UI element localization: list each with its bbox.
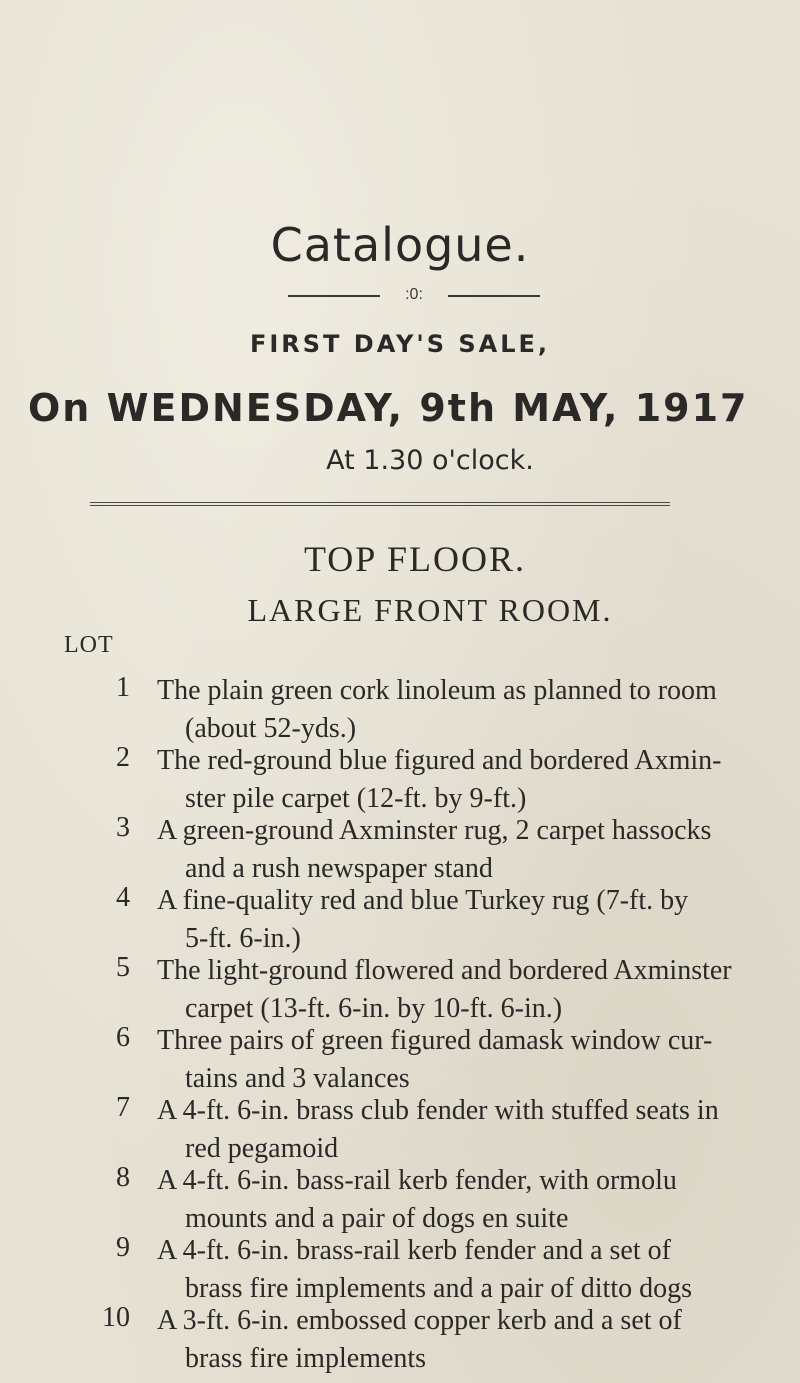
lot-number: 2 [116,742,130,773]
lot-description-line: The plain green cork linoleum as planned to room [157,675,717,706]
lot-description-line: brass fire implements [185,1343,427,1374]
floor-heading: TOP FLOOR. [303,539,527,579]
lot-item [0,672,800,752]
lot-number: 10 [102,1302,130,1333]
lot-description-line: A 4-ft. 6-in. brass club fender with stuffed seats in [157,1095,719,1126]
lot-item [0,1162,800,1242]
lot-item [0,1092,800,1172]
lot-column-header: LOT [64,632,114,658]
lot-description [157,882,785,958]
lot-description-line: red pegamoid [185,1133,339,1164]
lot-description-line: The red-ground blue figured and bordered Axmin- [157,745,722,776]
lot-description [157,952,785,1028]
lot-item [0,882,800,962]
catalogue-title: Catalogue. [270,218,530,272]
lot-description-line: A 4-ft. 6-in. bass-rail kerb fender, with ormolu [157,1165,677,1196]
lot-item [0,1022,800,1102]
lot-description [157,1232,785,1308]
lot-description-line: ster pile carpet (12-ft. by 9-ft.) [185,783,527,814]
lot-number: 6 [116,1022,130,1053]
lot-description [157,812,785,888]
rule-mark: :0: [405,286,423,303]
lot-description-line: A 4-ft. 6-in. brass-rail kerb fender and a set of [157,1235,671,1266]
lot-description-line: and a rush newspaper stand [185,853,493,884]
lot-description [157,1022,785,1098]
lot-item [0,1232,800,1312]
lot-description-line: carpet (13-ft. 6-in. by 10-ft. 6-in.) [185,993,563,1024]
lot-number: 4 [116,882,130,913]
lot-description [157,672,785,748]
lot-number: 3 [116,812,130,843]
section-divider [90,502,670,506]
lot-description-line: A 3-ft. 6-in. embossed copper kerb and a set of [157,1305,682,1336]
lot-description-line: (about 52-yds.) [185,713,357,744]
lot-number: 8 [116,1162,130,1193]
lot-description [157,742,785,818]
lot-description-line: A green-ground Axminster rug, 2 carpet hassocks [157,815,712,846]
lot-description-line: Three pairs of green figured damask window cur- [157,1025,713,1056]
lot-number: 1 [116,672,130,703]
lot-description-line: tains and 3 valances [185,1063,410,1094]
lot-item [0,952,800,1032]
sale-time: At 1.30 o'clock. [326,445,534,476]
lot-description [157,1092,785,1168]
lot-description-line: The light-ground flowered and bordered Axminster [157,955,732,986]
sale-heading: FIRST DAY'S SALE, [249,330,551,358]
room-heading: LARGE FRONT ROOM. [247,592,613,628]
lot-description-line: brass fire implements and a pair of ditto dogs [185,1273,692,1304]
lot-number: 5 [116,952,130,983]
lot-description-line: A fine-quality red and blue Turkey rug (7-ft. by [157,885,689,916]
lot-description-line: mounts and a pair of dogs en suite [185,1203,569,1234]
lot-number: 9 [116,1232,130,1263]
sale-date: On WEDNESDAY, 9th MAY, 1917 [28,386,749,430]
lot-description [157,1162,785,1238]
title-ornament-rule [288,286,540,306]
lot-description [157,1302,785,1378]
rule-right [448,295,540,297]
lot-item [0,812,800,892]
lot-item [0,1302,800,1382]
lot-item [0,742,800,822]
lot-number: 7 [116,1092,130,1123]
lot-description-line: 5-ft. 6-in.) [185,923,301,954]
